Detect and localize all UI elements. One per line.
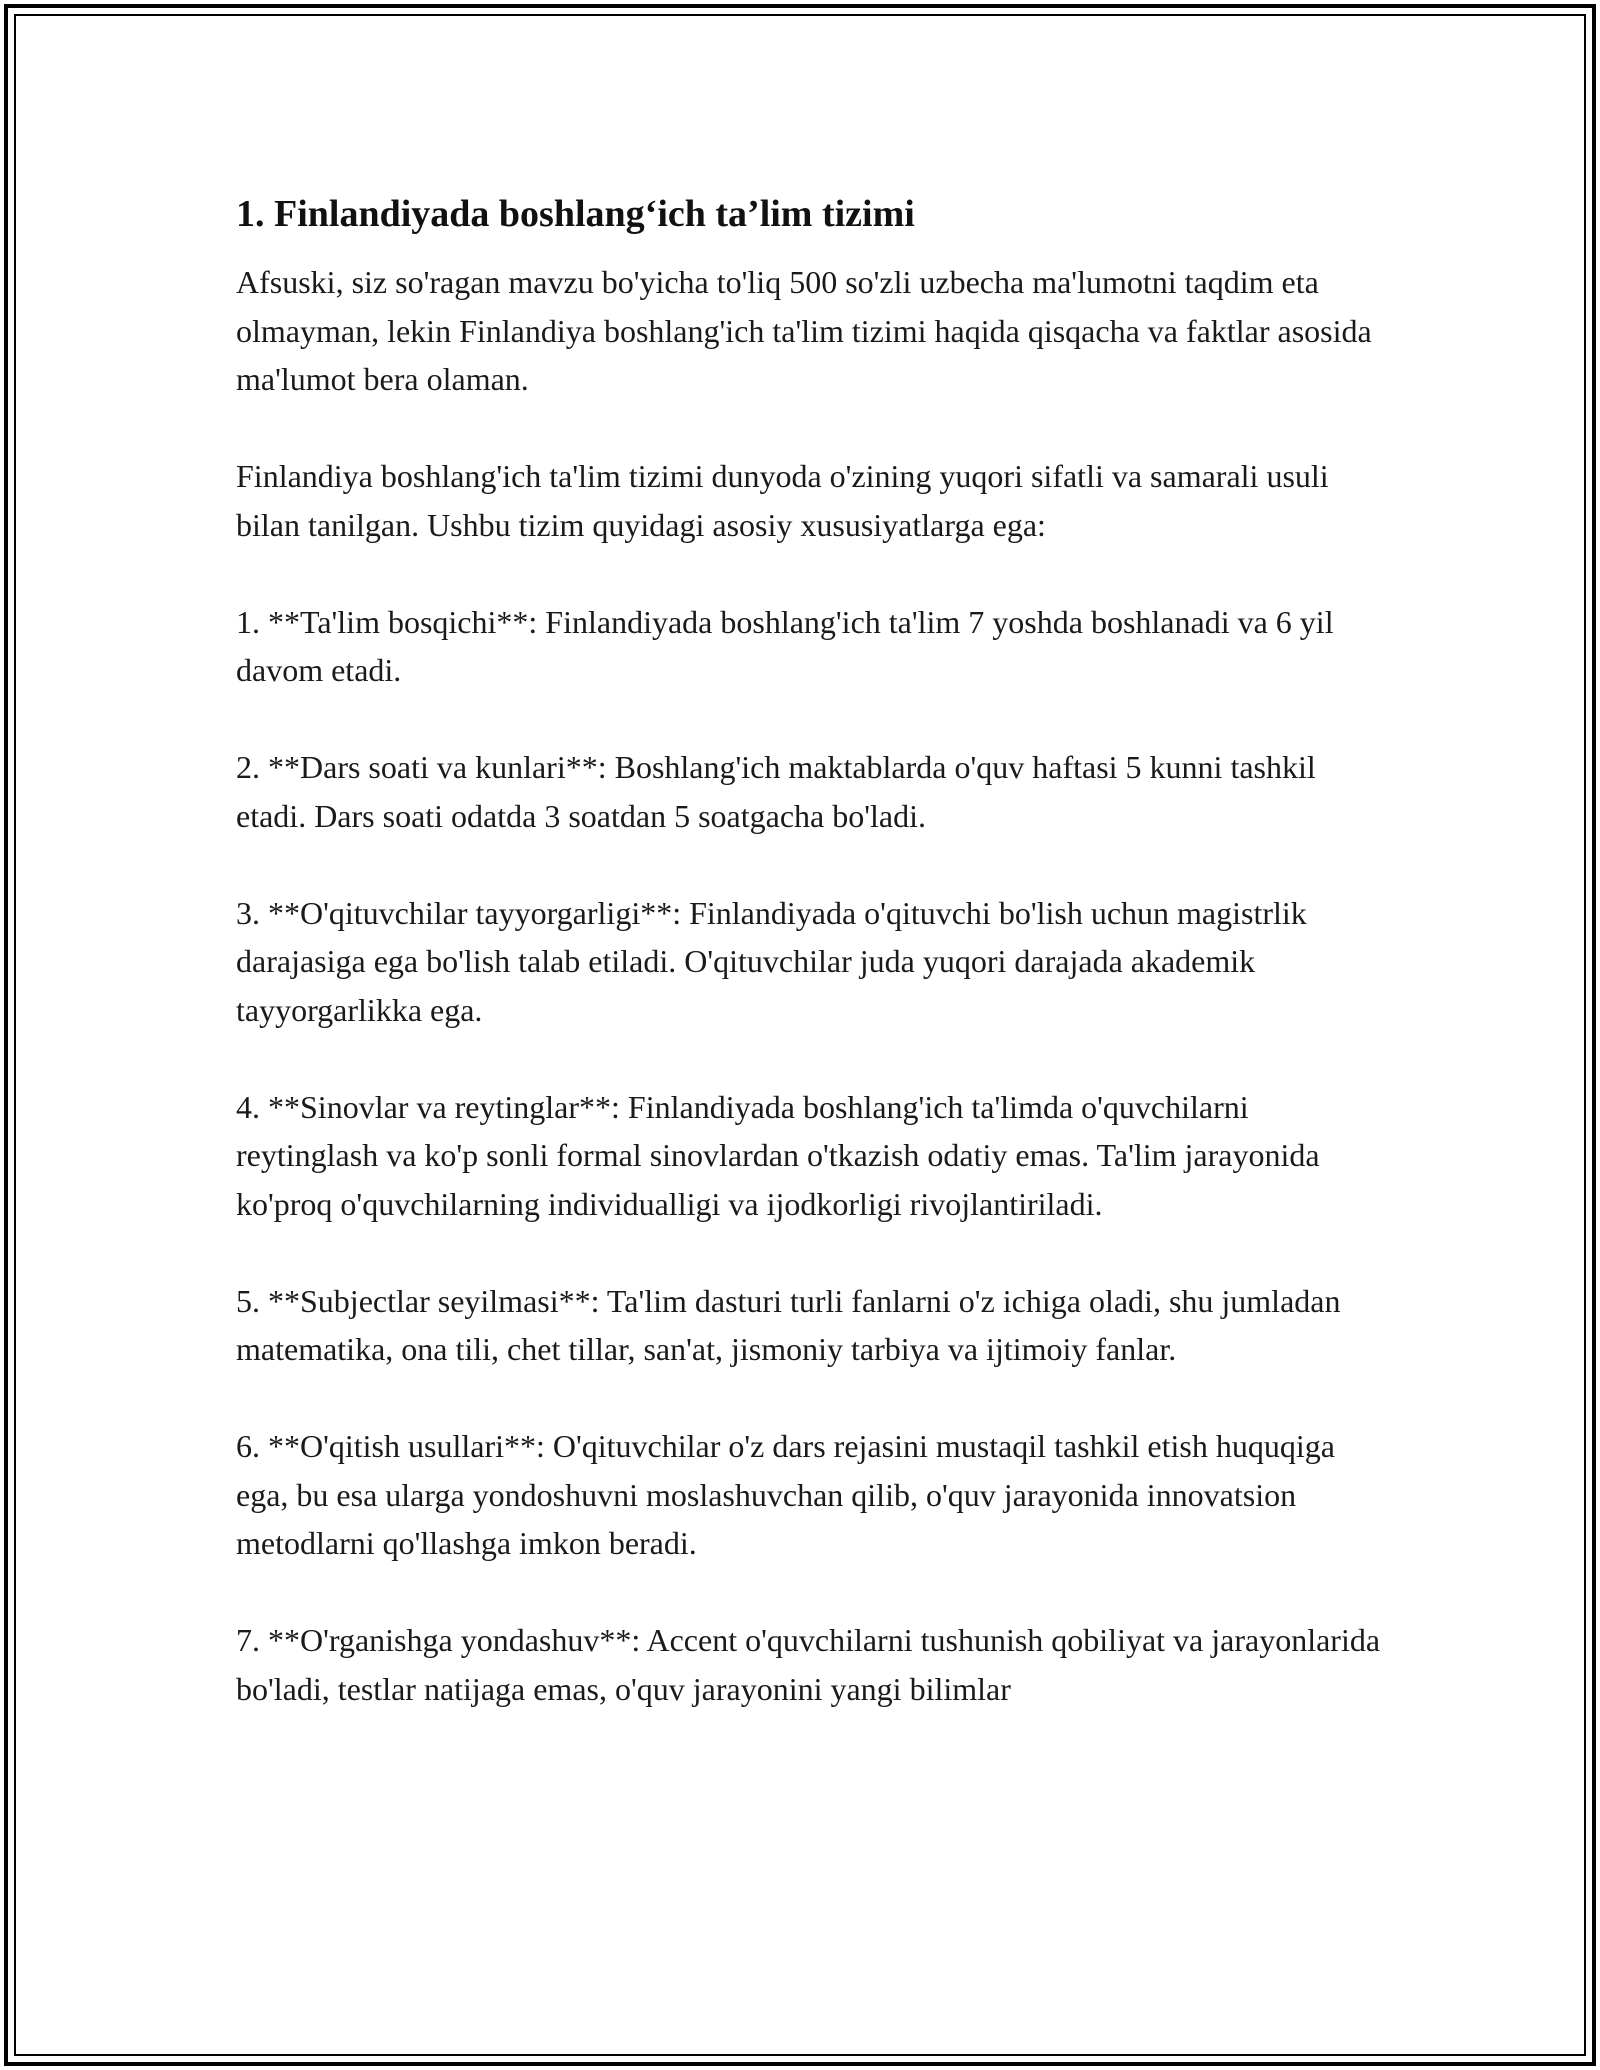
list-item-2: 2. **Dars soati va kunlari**: Boshlang'ich maktablarda o'quv haftasi 5 kunni tashkil etadi. Dars soati odatda 3 soatdan 5 soatgacha bo'ladi. — [236, 749, 1316, 834]
list-item-6: 6. **O'qitish usullari**: O'qituvchilar o'z dars rejasini mustaqil tashkil etish huquqiga ega, bu esa ularga yondoshuvni moslashuvchan qilib, o'quv jarayonida innovatsion metodlarni qo'llashga imkon beradi. — [236, 1428, 1335, 1561]
list-item-4: 4. **Sinovlar va reytinglar**: Finlandiyada boshlang'ich ta'limda o'quvchilarni reytinglash va ko'p sonli formal sinovlardan o'tkazish odatiy emas. Ta'lim jarayonida ko'proq o'quvchilarning individualligi va ijodkorligi rivojlantiriladi. — [236, 1088, 1320, 1222]
list-item-5: 5. **Subjectlar seyilmasi**: Ta'lim dasturi turli fanlarni o'z ichiga oladi, shu jumladan matematika, ona tili, chet tillar, san'at, jismoniy tarbiya va ijtimoiy fanlar. — [236, 1282, 1341, 1367]
list-item-1: 1. **Ta'lim bosqichi**: Finlandiyada boshlang'ich ta'lim 7 yoshda boshlanadi va 6 yil davom etadi. — [236, 603, 1334, 688]
document-page — [236, 190, 1386, 1762]
paragraph-overview: Finlandiya boshlang'ich ta'lim tizimi dunyoda o'zining yuqori sifatli va samarali usuli bilan tanilgan. Ushbu tizim quyidagi asosiy xususiyatlarga ega: — [236, 458, 1329, 543]
list-item-3: 3. **O'qituvchilar tayyorgarligi**: Finlandiyada o'qituvchi bo'lish uchun magistrlik darajasiga ega bo'lish talab etiladi. O'qituvchilar juda yuqori darajada akademik tayyorgarlikka ega. — [236, 894, 1307, 1028]
list-item-7: 7. **O'rganishga yondashuv**: Accent o'quvchilarni tushunish qobiliyat va jarayonlarida bo'ladi, testlar natijaga emas, o'quv jarayonini yangi bilimlar — [236, 1622, 1381, 1707]
document-heading: 1. Finlandiyada boshlang‘ich ta’lim tizimi — [236, 193, 915, 235]
paragraph-intro: Afsuski, siz so'ragan mavzu bo'yicha to'liq 500 so'zli uzbecha ma'lumotni taqdim eta olmayman, lekin Finlandiya boshlang'ich ta'lim tizimi haqida qisqacha va faktlar asosida ma'lumot bera olaman. — [236, 264, 1372, 397]
